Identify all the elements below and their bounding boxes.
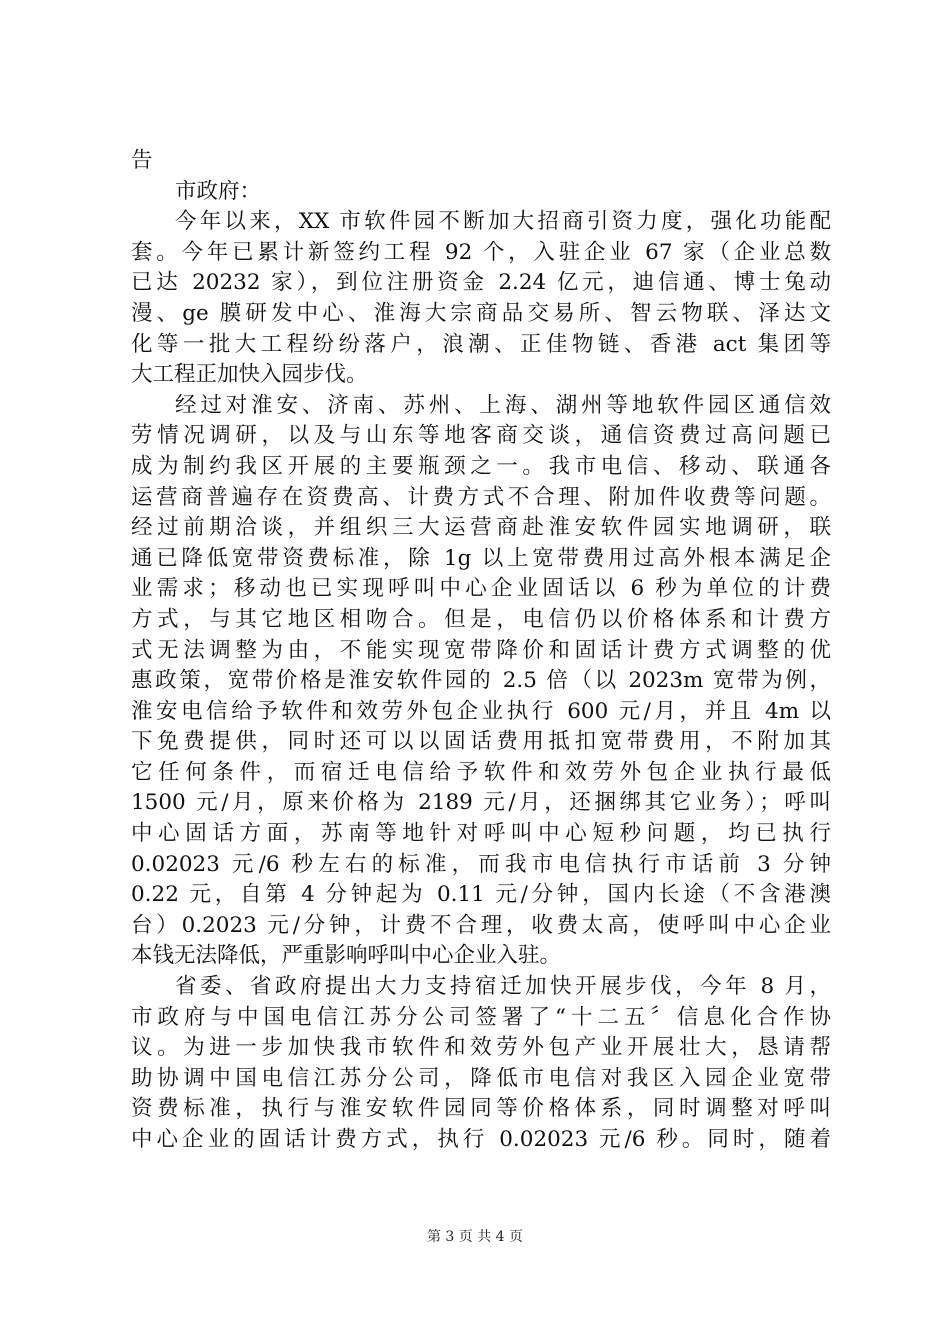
text-line: 资费标准，执行与淮安软件园同等价格体系，同时调整对呼叫 — [131, 1096, 831, 1122]
text-line: 市政府与中国电信江苏分公司签署了“十二五〞信息化合作协 — [131, 1004, 831, 1030]
text-line: 淮安电信给予软件和效劳外包企业执行 600 元/月，并且 4m 以 — [131, 698, 831, 724]
text-line: 运营商普遍存在资费高、计费方式不合理、附加件收费等问题。 — [131, 484, 831, 510]
text-line: 劳情况调研，以及与山东等地客商交谈，通信资费过高问题已 — [131, 423, 831, 449]
text-line: 中心企业的固话计费方式，执行 0.02023 元/6 秒。同时，随着 — [131, 1127, 831, 1152]
text-line: 助协调中国电信江苏分公司，降低市电信对我区入园企业宽带 — [131, 1065, 831, 1091]
text-line: 通已降低宽带资费标准，除 1g 以上宽带费用过高外根本满足企 — [131, 545, 831, 571]
text-line: 议。为进一步加快我市软件和效劳外包产业开展壮大，恳请帮 — [131, 1035, 831, 1061]
text-line: 本钱无法降低，严重影响呼叫中心企业入驻。 — [131, 943, 562, 969]
text-line: 它任何条件，而宿迁电信给予软件和效劳外包企业执行最低 — [131, 759, 831, 785]
text-line: 0.02023 元/6 秒左右的标准，而我市电信执行市话前 3 分钟 — [131, 851, 831, 877]
text-line: 省委、省政府提出大力支持宿迁加快开展步伐，今年 8 月， — [175, 974, 831, 1000]
text-line: 市政府： — [175, 178, 262, 204]
text-line: 化等一批大工程纷纷落户，浪潮、正佳物链、香港 act 集团等 — [131, 331, 831, 357]
text-line: 已达 20232 家），到位注册资金 2.24 亿元，迪信通、博士兔动 — [131, 270, 831, 296]
text-line: 下免费提供，同时还可以以固话费用抵扣宽带费用，不附加其 — [131, 729, 831, 755]
text-line: 业需求；移动也已实现呼叫中心企业固话以 6 秒为单位的计费 — [131, 576, 831, 602]
text-line: 1500 元/月，原来价格为 2189 元/月，还捆绑其它业务）；呼叫 — [131, 790, 831, 816]
text-line: 大工程正加快入园步伐。 — [131, 362, 368, 388]
text-line: 经过前期洽谈，并组织三大运营商赴淮安软件园实地调研，联 — [131, 515, 831, 541]
document-body — [131, 146, 831, 1156]
text-line: 方式，与其它地区相吻合。但是，电信仍以价格体系和计费方 — [131, 606, 831, 632]
page-footer: 第 3 页 共 4 页 — [426, 1229, 524, 1245]
text-line: 惠政策，宽带价格是淮安软件园的 2.5 倍（以 2023m 宽带为例， — [131, 668, 831, 694]
text-line: 今年以来，XX 市软件园不断加大招商引资力度，强化功能配 — [175, 209, 831, 235]
text-line: 套。今年已累计新签约工程 92 个，入驻企业 67 家（企业总数 — [131, 239, 831, 265]
text-line: 成为制约我区开展的主要瓶颈之一。我市电信、移动、联通各 — [131, 453, 831, 479]
text-line: 中心固话方面，苏南等地针对呼叫中心短秒问题，均已执行 — [131, 821, 831, 847]
text-line: 0.22 元，自第 4 分钟起为 0.11 元/分钟，国内长途（不含港澳 — [131, 882, 831, 908]
text-line: 台）0.2023 元/分钟，计费不合理，收费太高，使呼叫中心企业 — [131, 912, 831, 938]
text-line: 经过对淮安、济南、苏州、上海、湖州等地软件园区通信效 — [175, 392, 831, 418]
text-line: 告 — [131, 148, 153, 173]
text-line: 漫、ge 膜研发中心、淮海大宗商品交易所、智云物联、泽达文 — [131, 300, 831, 326]
text-line: 式无法调整为由，不能实现宽带降价和固话计费方式调整的优 — [131, 637, 831, 663]
